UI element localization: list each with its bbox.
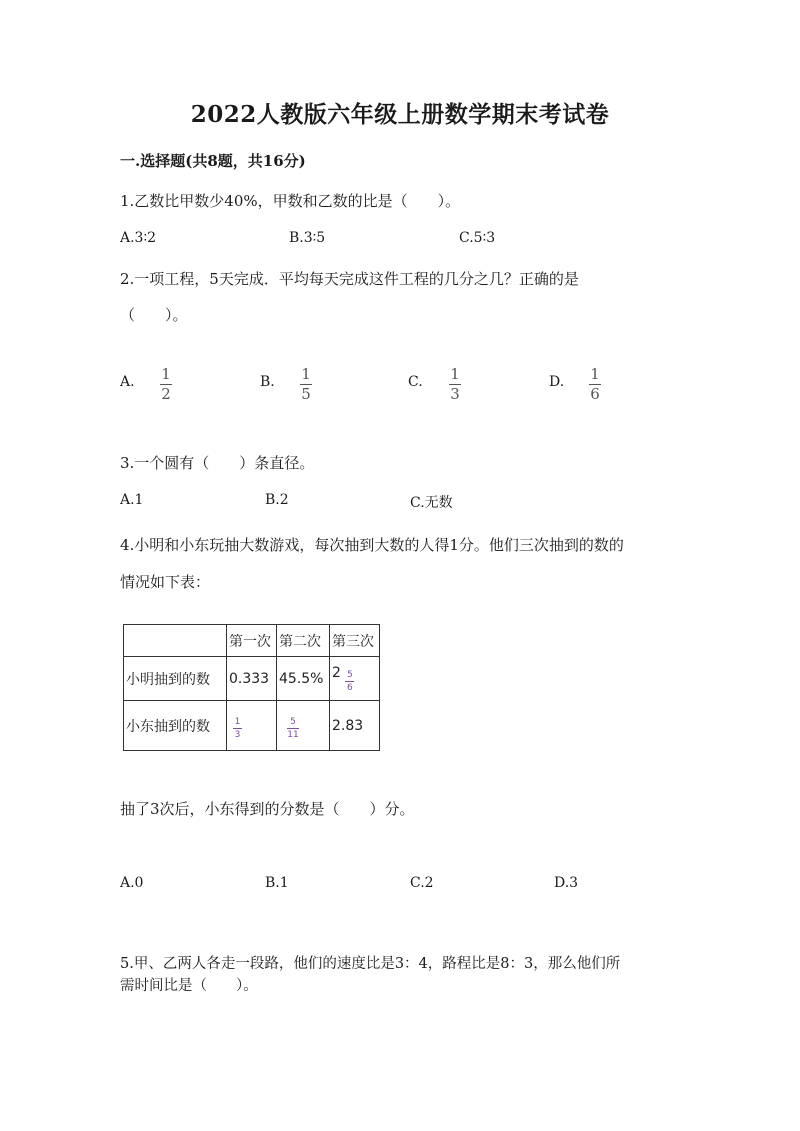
cell-fraction bbox=[227, 701, 277, 751]
numerator: 1 bbox=[590, 365, 600, 383]
table-row bbox=[124, 657, 380, 701]
question-4-line-1: 4.小明和小东玩抽大数游戏，每次抽到大数的人得1分。他们三次抽到的数的 bbox=[120, 536, 624, 554]
q2-option-b-label[interactable]: B. bbox=[260, 374, 275, 390]
q2-option-d-fraction[interactable] bbox=[589, 367, 601, 402]
q4-option-d[interactable]: D.3 bbox=[554, 875, 579, 891]
table-header-empty bbox=[124, 625, 227, 657]
numerator: 1 bbox=[450, 365, 460, 383]
q4-option-a[interactable]: A.0 bbox=[120, 875, 144, 891]
q1-option-b[interactable]: B.3∶5 bbox=[289, 230, 326, 246]
q2-option-b-fraction[interactable] bbox=[300, 367, 312, 402]
q1-option-c[interactable]: C.5∶3 bbox=[459, 230, 496, 246]
denominator: 5 bbox=[301, 385, 311, 403]
cell-fraction bbox=[277, 701, 330, 751]
numerator: 5 bbox=[290, 716, 296, 727]
denominator: 6 bbox=[590, 385, 600, 403]
score-table bbox=[123, 624, 380, 751]
question-5-line-2: 需时间比是（ ）。 bbox=[120, 978, 258, 994]
fraction bbox=[345, 670, 354, 693]
section-heading: 一.选择题(共8题，共16分) bbox=[120, 152, 306, 170]
numerator: 1 bbox=[234, 716, 241, 727]
q2-option-a-label[interactable]: A. bbox=[120, 374, 135, 390]
table-header-third: 第三次 bbox=[330, 625, 380, 657]
q2-option-a-fraction[interactable] bbox=[160, 367, 172, 402]
denominator: 2 bbox=[161, 385, 171, 403]
q3-option-c[interactable]: C.无数 bbox=[410, 495, 453, 511]
page-title: 2022人教版六年级上册数学期末考试卷 bbox=[190, 101, 610, 128]
table-header-row bbox=[124, 625, 380, 657]
denominator: 11 bbox=[287, 729, 299, 740]
cell-value: 0.333 bbox=[227, 657, 277, 701]
q2-option-d-label[interactable]: D. bbox=[549, 374, 565, 390]
question-4-line-2: 情况如下表： bbox=[120, 573, 211, 591]
q2-option-c-label[interactable]: C. bbox=[408, 374, 423, 390]
question-3: 3.一个圆有（ ）条直径。 bbox=[120, 454, 315, 472]
question-2-line-1: 2.一项工程，5天完成．平均每天完成这件工程的几分之几？正确的是 bbox=[120, 270, 579, 288]
q2-option-c-fraction[interactable] bbox=[449, 367, 461, 402]
row-label-xiaoming: 小明抽到的数 bbox=[124, 657, 227, 701]
question-5-line-1: 5.甲、乙两人各走一段路，他们的速度比是3：4，路程比是8：3，那么他们所 bbox=[120, 956, 621, 972]
question-2-line-2: （ ）。 bbox=[120, 306, 188, 324]
numerator: 1 bbox=[161, 365, 171, 383]
whole-part: 2 bbox=[332, 664, 341, 681]
q3-option-a[interactable]: A.1 bbox=[120, 492, 144, 508]
fraction bbox=[287, 717, 299, 740]
q3-option-b[interactable]: B.2 bbox=[265, 492, 289, 508]
cell-value: 45.5% bbox=[277, 657, 330, 701]
denominator: 3 bbox=[450, 385, 460, 403]
fraction bbox=[233, 717, 242, 740]
table-row bbox=[124, 701, 380, 751]
q1-option-a[interactable]: A.3∶2 bbox=[120, 230, 157, 246]
cell-value: 2.83 bbox=[330, 701, 380, 751]
question-4-prompt: 抽了3次后，小东得到的分数是（ ）分。 bbox=[120, 800, 415, 818]
numerator: 5 bbox=[347, 669, 353, 680]
table-header-first: 第一次 bbox=[227, 625, 277, 657]
denominator: 3 bbox=[234, 729, 241, 740]
row-label-xiaodong: 小东抽到的数 bbox=[124, 701, 227, 751]
question-1: 1.乙数比甲数少40%，甲数和乙数的比是（ ）。 bbox=[120, 192, 461, 210]
denominator: 6 bbox=[347, 682, 353, 693]
q4-option-c[interactable]: C.2 bbox=[410, 875, 434, 891]
cell-mixed-number bbox=[330, 657, 380, 701]
numerator: 1 bbox=[301, 365, 311, 383]
table-header-second: 第二次 bbox=[277, 625, 330, 657]
q4-option-b[interactable]: B.1 bbox=[265, 875, 289, 891]
